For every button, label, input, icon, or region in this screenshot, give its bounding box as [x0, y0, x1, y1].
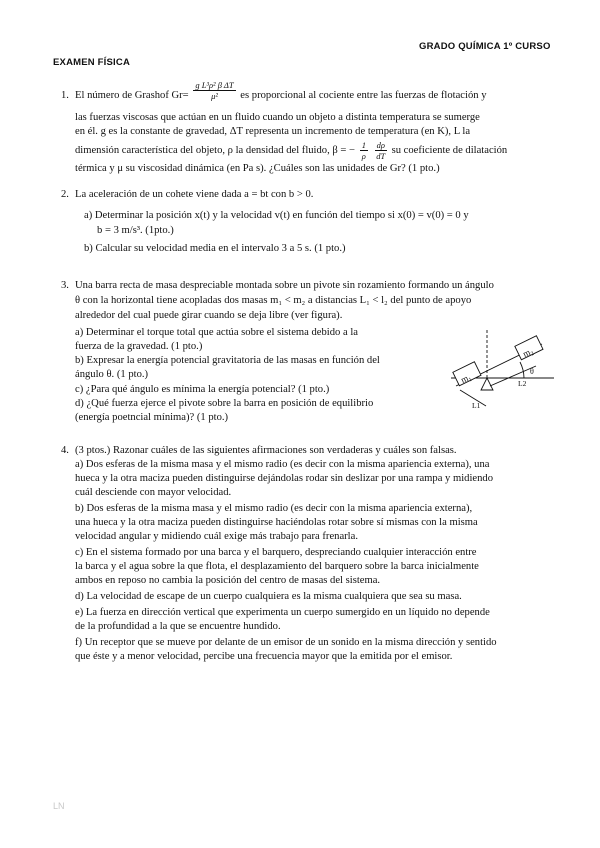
text-segment: su coeficiente de dilatación	[391, 144, 508, 156]
sub-question-a-cont: b = 3 m/s³. (1pto.)	[97, 225, 174, 236]
statement-c: c) En el sistema formado por una barca y el barquero, despreciando cualquier interacción entre	[75, 547, 477, 558]
mass-1-label: m₁	[459, 371, 473, 385]
l2-label: L2	[518, 379, 527, 388]
question-number: 1.	[61, 90, 69, 101]
statement-a-cont: cuál desciende con mayor velocidad.	[75, 487, 232, 498]
question-line	[75, 140, 507, 161]
sub-question-d-cont: (energía poetncial mínima)? (1 pto.)	[75, 412, 229, 423]
fraction-denominator: dT	[376, 151, 386, 161]
statement-e: e) La fuerza en dirección vertical que experimenta un cuerpo sumergido en un líquido no depende	[75, 607, 490, 618]
question-line: La aceleración de un cohete viene dada a = bt con b > 0.	[75, 189, 314, 200]
sub-question-a: a) Determinar la posición x(t) y la velocidad v(t) en función del tiempo si x(0) = v(0) = 0 y	[84, 210, 469, 221]
theta-label: θ	[530, 367, 534, 376]
pivot-triangle	[481, 378, 493, 390]
statement-c-cont: la barca y el agua sobre la que flota, el desplazamiento del barquero sobre la barca inicialmente	[75, 561, 479, 572]
text-segment: dimensión característica del objeto, ρ la densidad del fluido, β = −	[75, 144, 356, 156]
course-header: GRADO QUÍMICA 1º CURSO	[419, 41, 551, 52]
l1-label: L1	[472, 401, 481, 410]
question-line: Una barra recta de masa despreciable montada sobre un pivote sin rozamiento formando un ángulo	[75, 280, 494, 291]
beta-fraction-2	[375, 140, 387, 161]
question-line: θ con la horizontal tiene acopladas dos masas m₁ < m₂ a distancias L₁ < l₂ del punto de apoyo	[75, 295, 472, 306]
grashof-fraction	[193, 80, 235, 101]
statement-f: f) Un receptor que se mueve por delante de un emisor de un sonido en la misma dirección y sentido	[75, 637, 497, 648]
mass-2-label: m₂	[521, 345, 535, 359]
beta-fraction-1	[360, 140, 368, 161]
fraction-numerator: dρ	[376, 140, 385, 150]
statement-b: b) Dos esferas de la misma masa y el mismo radio (es decir con la misma apariencia externa),	[75, 503, 473, 514]
text-segment: El número de Grashof Gr=	[75, 90, 189, 101]
statement-b-cont: velocidad angular y midiendo cuál exige más trabajo para frenarla.	[75, 531, 358, 542]
statement-e-cont: de la profundidad a la que se encuentre hundido.	[75, 621, 281, 632]
question-line: las fuerzas viscosas que actúan en un fluido cuando un objeto a distinta temperatura se sumerge	[75, 112, 480, 123]
fraction-denominator: ρ	[361, 151, 366, 161]
statement-a: a) Dos esferas de la misma masa y el mismo radio (es decir con la misma apariencia externa), una	[75, 459, 490, 470]
fraction-numerator: g L³ρ² β ΔT	[195, 80, 234, 91]
statement-a-cont: hueca y la otra maciza pueden distinguirse dejándolas rodar sin deslizar por una rampa y midiendo	[75, 473, 494, 484]
theta-arc	[520, 362, 524, 378]
sub-question-a-cont: fuerza de la gravedad. (1 pto.)	[75, 341, 203, 352]
question-line: alrededor del cual puede girar cuando se deja libre (ver figura).	[75, 310, 343, 321]
statement-d: d) La velocidad de escape de un cuerpo cualquiera es la misma cualquiera que sea su masa.	[75, 591, 462, 602]
question-line: térmica y μ su viscosidad dinámica (en Pa s). ¿Cuáles son las unidades de Gr? (1 pto.)	[75, 163, 440, 174]
sub-question-b: b) Expresar la energía potencial gravitatoria de las masas en función del	[75, 355, 380, 366]
question-line	[75, 80, 555, 104]
question-number: 2.	[61, 189, 69, 200]
sub-question-b-cont: ángulo θ. (1 pto.)	[75, 369, 149, 380]
footer-initials: LN	[53, 801, 65, 811]
statement-b-cont: una hueca y la otra maciza pueden distinguirse haciéndolas rotar sobre sí mismas con la misma	[75, 517, 478, 528]
sub-question-c: c) ¿Para qué ángulo es mínima la energía potencial? (1 pto.)	[75, 384, 330, 395]
sub-question-a: a) Determinar el torque total que actúa sobre el sistema debido a la	[75, 327, 358, 338]
statement-f-cont: que éste y a menor velocidad, percibe una frecuencia mayor que la emitida por el emisor.	[75, 651, 453, 662]
question-line: (3 ptos.) Razonar cuáles de las siguientes afirmaciones son verdaderas y cuáles son falsas.	[75, 445, 457, 456]
sub-question-d: d) ¿Qué fuerza ejerce el pivote sobre la barra en posición de equilibrio	[75, 398, 374, 409]
text-segment: es proporcional al cociente entre las fuerzas de flotación y	[240, 90, 487, 101]
pivot-bar-figure	[446, 320, 556, 410]
fraction-numerator: 1	[361, 140, 366, 150]
sub-question-b: b) Calcular su velocidad media en el intervalo 3 a 5 s. (1 pto.)	[84, 243, 346, 254]
question-line: en él. g es la constante de gravedad, ΔT representa un incremento de temperatura (en K), L la	[75, 126, 471, 137]
fraction-denominator: μ²	[211, 91, 218, 102]
exam-title: EXAMEN FÍSICA	[53, 57, 131, 68]
question-number: 3.	[61, 280, 69, 291]
statement-c-cont: ambos en reposo no cambia la posición del centro de masas del sistema.	[75, 575, 381, 586]
question-number: 4.	[61, 445, 69, 456]
